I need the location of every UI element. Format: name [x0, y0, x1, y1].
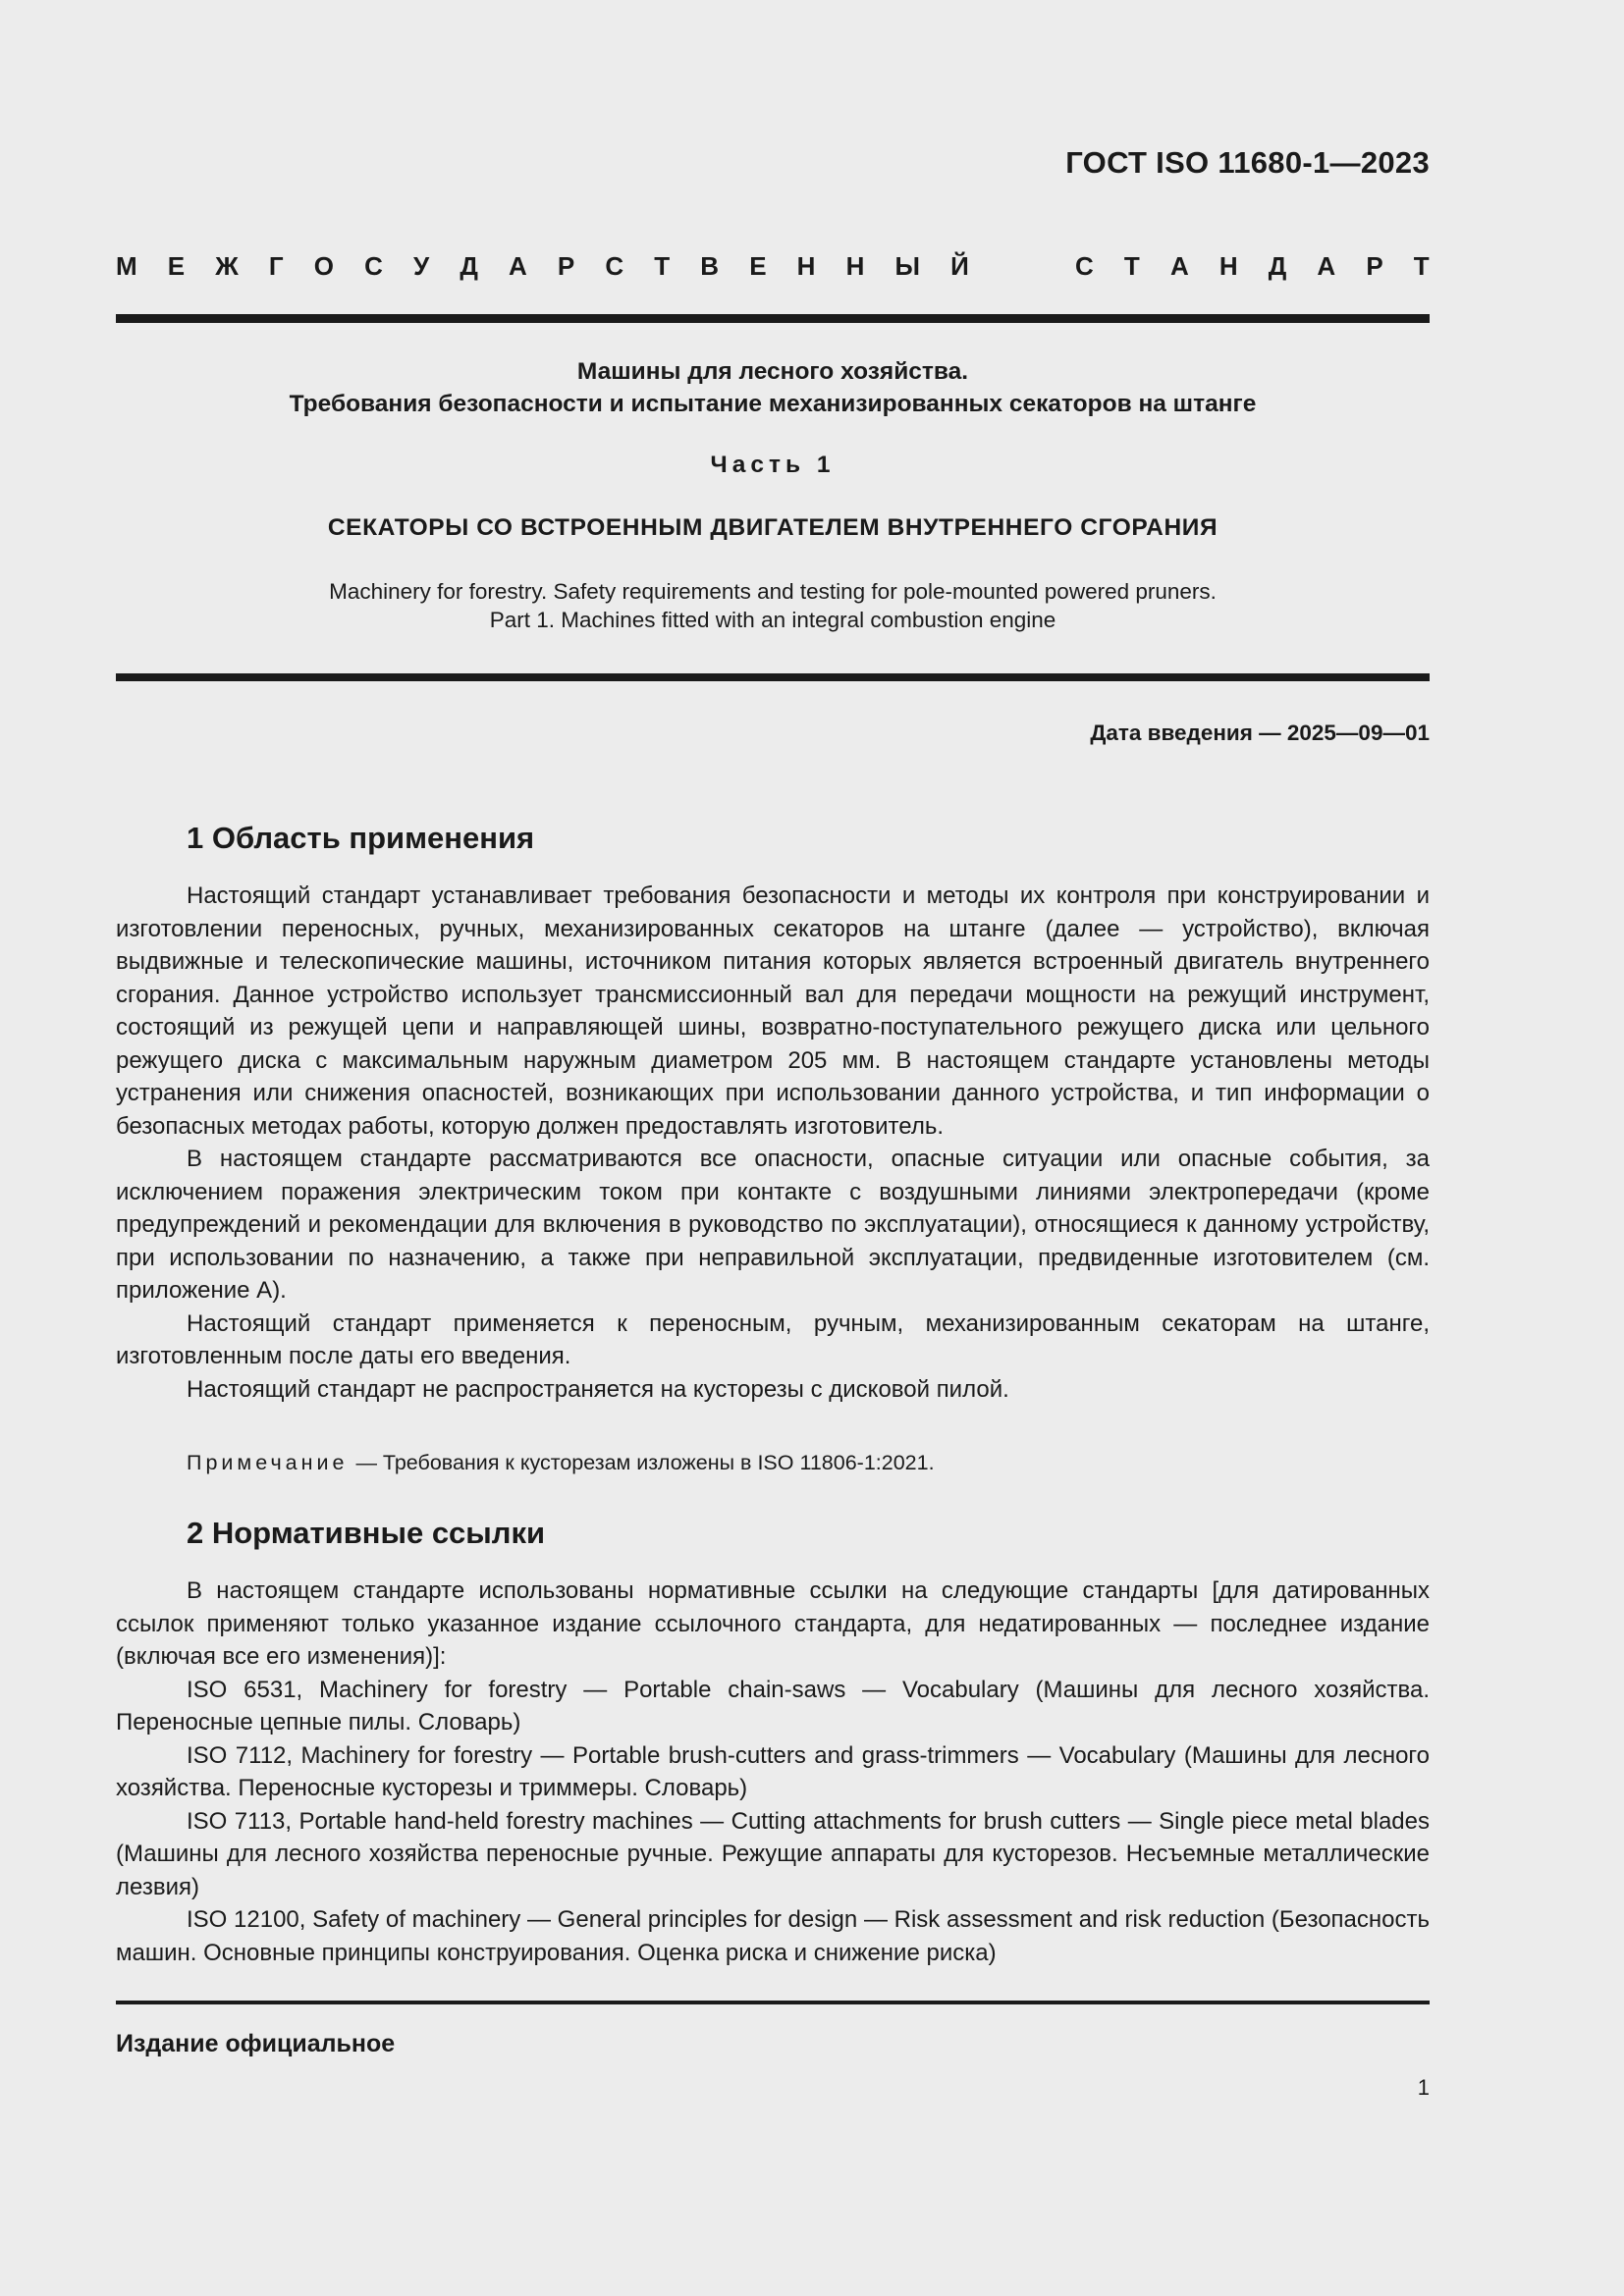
paragraph: Настоящий стандарт не распространяется на кусторезы с дисковой пилой.: [187, 1375, 1009, 1403]
reference-item: ISO 6531, Machinery for forestry — Portable chain-saws — Vocabulary (Машины для лесного хозяйства. Переносные цепные пилы. Словарь): [116, 1676, 1430, 1735]
official-edition-label: Издание официальное: [116, 2030, 396, 2057]
banner-letter: С: [1075, 251, 1094, 281]
banner-letter: Е: [749, 251, 767, 281]
banner-letter: А: [1317, 251, 1336, 281]
divider-title: [116, 673, 1430, 681]
document-title: [116, 355, 1430, 420]
part-subtitle: СЕКАТОРЫ СО ВСТРОЕННЫМ ДВИГАТЕЛЕМ ВНУТРЕННЕГО СГОРАНИЯ: [327, 514, 1218, 541]
english-title-line-2: Part 1. Machines fitted with an integral combustion engine: [489, 608, 1056, 632]
banner-letter: Т: [1123, 251, 1140, 281]
note: [187, 1451, 1430, 1475]
banner-letter: С: [605, 251, 624, 281]
reference-item: ISO 12100, Safety of machinery — General principles for design — Risk assessment and risk reduction (Безопасность машин. Основные принципы конструирования. Оценка риска и снижение риска): [116, 1906, 1430, 1966]
banner-letter: Н: [845, 251, 865, 281]
reference-item: ISO 7112, Machinery for forestry — Portable brush-cutters and grass-trimmers — Vocabulary (Машины для лесного хозяйства. Переносные кусторезы и триммеры. Словарь): [116, 1741, 1430, 1801]
paragraph: В настоящем стандарте рассматриваются все опасности, опасные ситуации или опасные события, за исключением поражения электрическим током при контакте с воздушными линиями электропередачи (кроме предупреждений и рекомендации для включения в руководство по эксплуатации), относящиеся к данному устройству, при использовании по назначению, а также при неправильной эксплуатации, предвиденные изготовителем (см. приложение А).: [116, 1146, 1430, 1304]
divider-footer: [116, 2001, 1430, 2004]
banner-letter: А: [1169, 251, 1189, 281]
section-1-body: [116, 880, 1430, 1406]
note-label: Примечание: [187, 1451, 349, 1474]
english-title: [116, 577, 1430, 634]
page-number: 1: [1417, 2075, 1430, 2100]
paragraph: В настоящем стандарте использованы нормативные ссылки на следующие стандарты [для датированных ссылок применяют только указанное издание ссылочного стандарта, для недатированных — последнее издание (включая все его изменения)]:: [116, 1577, 1430, 1670]
banner-letter: Ы: [894, 251, 920, 281]
banner-letter: Н: [1218, 251, 1238, 281]
banner-letter: Т: [654, 251, 671, 281]
part-label: Часть 1: [710, 452, 836, 478]
section-2-heading: 2 Нормативные ссылки: [187, 1516, 546, 1550]
banner-letter: С: [364, 251, 383, 281]
banner-letter: Р: [557, 251, 575, 281]
document-id: ГОСТ ISO 11680-1—2023: [1065, 145, 1430, 180]
banner-word-gap: [1000, 251, 1045, 282]
banner-letter: Ж: [215, 251, 239, 281]
note-text: — Требования к кусторезам изложены в ISO 11806-1:2021.: [355, 1451, 935, 1474]
paragraph: Настоящий стандарт устанавливает требования безопасности и методы их контроля при конструировании и изготовлении переносных, ручных, механизированных секаторов на штанге (далее — устройство), включая выдвижные и телескопические машины, источником питания которых является встроенный двигатель внутреннего сгорания. Данное устройство использует трансмиссионный вал для передачи мощности на режущий инструмент, состоящий из режущей цепи и направляющей шины, возвратно-поступательного режущего диска или цельного режущего диска с максимальным наружным диаметром 205 мм. В настоящем стандарте установлены методы устранения или снижения опасностей, возникающих при использовании данного устройства, и тип информации о безопасных методах работы, которую должен предоставлять изготовитель.: [116, 882, 1430, 1140]
paragraph: Настоящий стандарт применяется к переносным, ручным, механизированным секаторам на штанге, изготовленным после даты его введения.: [116, 1309, 1430, 1369]
banner-letter: Д: [460, 251, 478, 281]
reference-item: ISO 7113, Portable hand-held forestry machines — Cutting attachments for brush cutters — Single piece metal blades (Машины для лесного хозяйства переносные ручные. Режущие аппараты для кусторезов. Несъемные металлические лезвия): [116, 1807, 1430, 1900]
document-page: [116, 0, 1430, 2296]
banner-letter: Р: [1366, 251, 1383, 281]
section-1-heading: 1 Область применения: [187, 821, 535, 855]
standard-type-banner: [116, 251, 1430, 282]
banner-letter: Д: [1268, 251, 1287, 281]
english-title-line-1: Machinery for forestry. Safety requirements and testing for pole-mounted powered pruners.: [329, 579, 1217, 604]
title-line-1: Машины для лесного хозяйства.: [576, 358, 969, 385]
banner-letter: Й: [950, 251, 969, 281]
banner-letter: Н: [796, 251, 816, 281]
banner-letter: У: [413, 251, 430, 281]
divider-top: [116, 314, 1430, 323]
banner-letter: В: [700, 251, 720, 281]
section-2-body: [116, 1575, 1430, 1969]
banner-letter: А: [509, 251, 527, 281]
banner-letter: Е: [167, 251, 186, 281]
banner-letter: Г: [268, 251, 284, 281]
banner-letter: М: [116, 251, 137, 281]
banner-letter: О: [313, 251, 334, 281]
introduction-date: Дата введения — 2025—09—01: [1090, 721, 1430, 745]
banner-letter: Т: [1413, 251, 1430, 281]
title-line-2: Требования безопасности и испытание механизированных секаторов на штанге: [289, 391, 1257, 417]
